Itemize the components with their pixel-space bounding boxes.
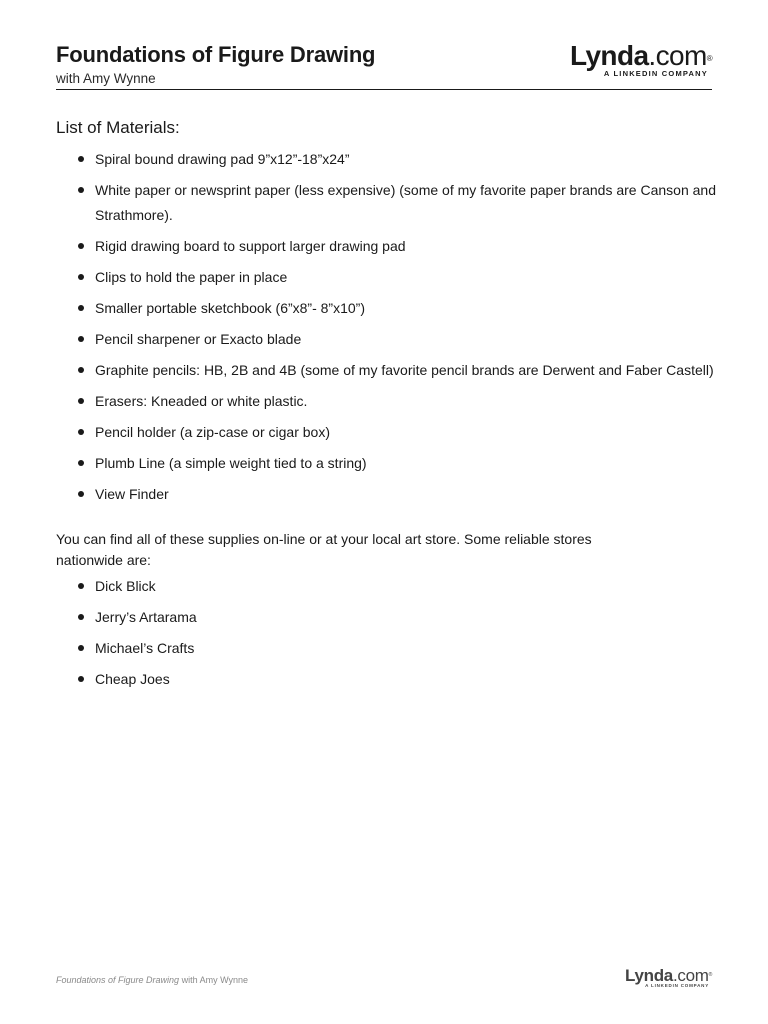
- material-item-text: Plumb Line (a simple weight tied to a string): [95, 454, 367, 471]
- material-item-text: Pencil sharpener or Exacto blade: [95, 330, 302, 347]
- material-item: [56, 265, 716, 290]
- footer-with-text: with Amy Wynne: [181, 975, 249, 985]
- footer-registered-mark: ®: [708, 972, 712, 978]
- material-item-text: White paper or newsprint paper (less expensive) (some of my favorite paper brands are Canson and Strathmore).: [95, 182, 716, 223]
- logo-word-light: .com: [648, 40, 707, 71]
- logo-tagline: A LINKEDIN COMPANY: [603, 69, 708, 78]
- bullet-icon: [78, 645, 84, 651]
- material-item: [56, 358, 716, 383]
- logo-word-bold: Lynda: [570, 40, 649, 71]
- stores-intro: You can find all of these supplies on-line or at your local art store. Some reliable stores nationwide are:: [56, 531, 592, 568]
- material-item: [56, 420, 716, 445]
- material-item-text: Rigid drawing board to support larger drawing pad: [95, 237, 406, 254]
- footer-course-title: Foundations of Figure Drawing: [56, 975, 180, 985]
- lynda-logo-wordmark: [570, 40, 712, 72]
- bullet-icon: [78, 429, 84, 435]
- material-item-text: View Finder: [95, 485, 169, 502]
- lynda-logo: [570, 40, 712, 78]
- material-item: [56, 389, 716, 414]
- bullet-icon: [78, 491, 84, 497]
- material-item-text: Spiral bound drawing pad 9”x12”-18”x24”: [95, 151, 350, 167]
- document-header: [56, 40, 712, 90]
- store-item-text: Jerry’s Artarama: [95, 609, 197, 625]
- store-item-text: Dick Blick: [95, 578, 156, 594]
- material-item: [56, 482, 716, 507]
- bullet-icon: [78, 614, 84, 620]
- material-item-text: Clips to hold the paper in place: [95, 268, 288, 285]
- page-title: Foundations of Figure Drawing: [56, 42, 376, 67]
- store-item: [56, 574, 716, 599]
- bullet-icon: [78, 187, 84, 193]
- material-item-text: Erasers: Kneaded or white plastic.: [95, 392, 308, 409]
- store-item: [56, 636, 716, 661]
- stores-list: [56, 574, 716, 698]
- bullet-icon: [78, 676, 84, 682]
- footer-logo-word-bold: Lynda: [625, 966, 673, 985]
- store-item-text: Cheap Joes: [95, 671, 170, 687]
- bullet-icon: [78, 460, 84, 466]
- store-item: [56, 667, 716, 692]
- registered-mark: ®: [706, 54, 712, 63]
- material-item: [56, 451, 716, 476]
- footer-logo-tagline: A LINKEDIN COMPANY: [645, 983, 709, 988]
- bullet-icon: [78, 243, 84, 249]
- bullet-icon: [78, 305, 84, 311]
- bullet-icon: [78, 274, 84, 280]
- material-item: [56, 327, 716, 352]
- material-item: [56, 234, 716, 259]
- material-item-text: Smaller portable sketchbook (6”x8”- 8”x10”): [95, 299, 365, 316]
- material-item-text: Pencil holder (a zip-case or cigar box): [95, 423, 330, 440]
- store-item: [56, 605, 716, 630]
- bullet-icon: [78, 156, 84, 162]
- bullet-icon: [78, 583, 84, 589]
- material-item: [56, 178, 716, 227]
- bullet-icon: [78, 367, 84, 373]
- material-item: [56, 296, 716, 321]
- footer-logo-word-light: .com: [672, 966, 709, 985]
- footer-course-info: [56, 975, 248, 985]
- footer-lynda-logo: [625, 966, 712, 988]
- material-item: [56, 147, 716, 172]
- bullet-icon: [78, 398, 84, 404]
- materials-list: [56, 147, 716, 513]
- bullet-icon: [78, 336, 84, 342]
- page-subtitle: with Amy Wynne: [56, 71, 156, 86]
- materials-heading: List of Materials:: [56, 118, 180, 137]
- material-item-text: Graphite pencils: HB, 2B and 4B (some of my favorite pencil brands are Derwent and Faber Castell): [95, 361, 714, 378]
- store-item-text: Michael’s Crafts: [95, 640, 195, 656]
